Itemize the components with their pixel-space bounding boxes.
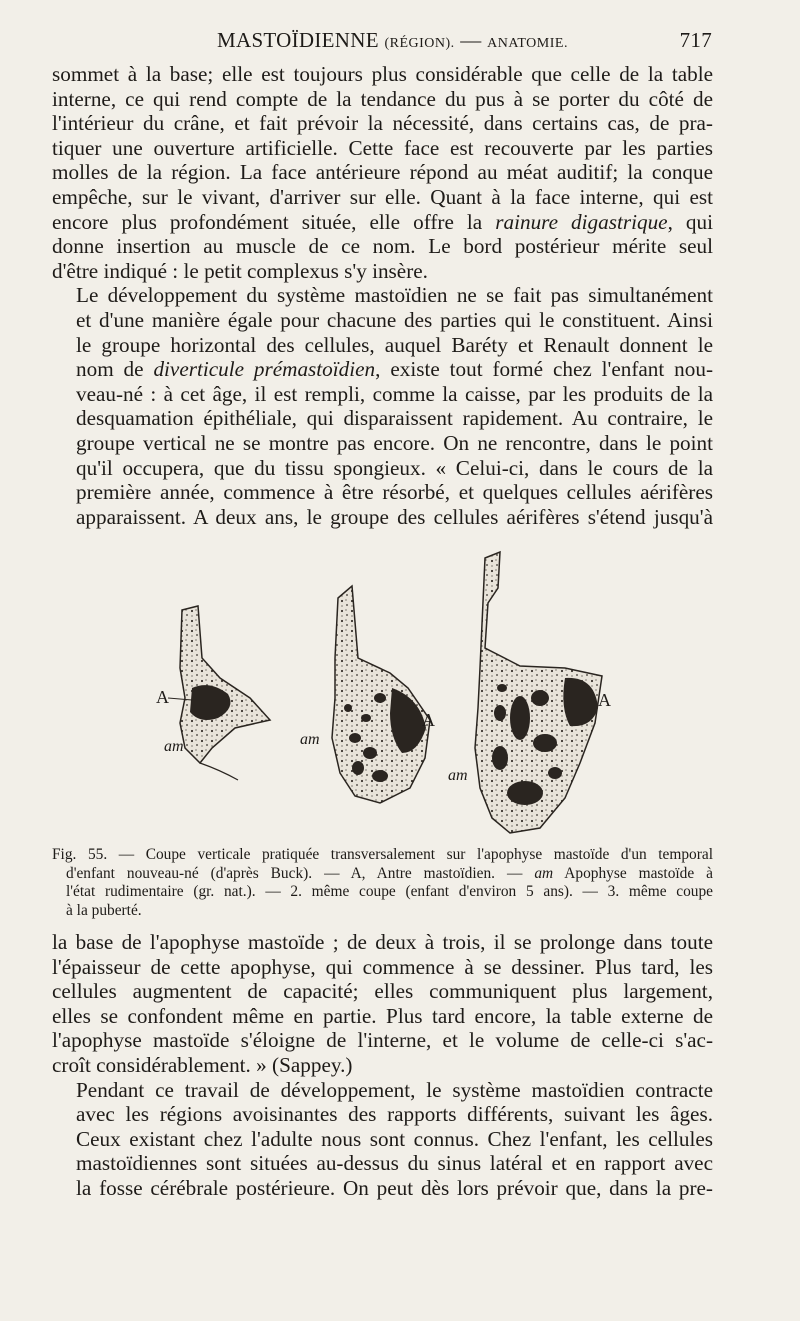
paragraph-2 bbox=[52, 283, 713, 529]
text-line: elles se confondent même en partie. Plus tard encore, la table externe de bbox=[52, 1003, 713, 1028]
caption-fragment: d'enfant nouveau-né (d'après Buck). — A, Antre mastoïdien. — bbox=[66, 864, 535, 882]
paragraph-3 bbox=[52, 930, 713, 1078]
figure-label-am: am bbox=[448, 767, 468, 784]
figure-caption bbox=[52, 846, 713, 920]
caption-italic: am bbox=[534, 864, 554, 882]
caption-line bbox=[52, 865, 713, 884]
text-line: l'épaisseur de cette apophyse, qui commence à se dessiner. Plus tard, les bbox=[52, 954, 713, 979]
text-line: empêche, sur le vivant, d'arriver sur elle. Quant à la face interne, qui est bbox=[52, 184, 713, 209]
text-line: interne, ce qui rend compte de la tendance du pus à se porter du côté de bbox=[52, 86, 713, 111]
italic-term: rainure digastrique bbox=[495, 209, 668, 234]
body-text-bottom bbox=[52, 930, 713, 1201]
page-number: 717 bbox=[679, 28, 712, 52]
figure-55-illustration bbox=[140, 548, 640, 840]
body-text-top bbox=[52, 62, 713, 529]
text-line: veau-né : à cet âge, il est rempli, comme la caisse, par les produits de la bbox=[76, 381, 713, 406]
text-line: croît considérablement. » (Sappey.) bbox=[52, 1052, 353, 1077]
caption-fragment: Apophyse mastoïde à bbox=[553, 864, 713, 882]
paragraph-4 bbox=[52, 1078, 713, 1201]
section-puberty bbox=[448, 552, 611, 833]
text-line: donne insertion au muscle de ce nom. Le bord postérieur mérite seul bbox=[52, 234, 713, 259]
text-line: tiquer une ouverture artificielle. Cette face est recouverte par les parties bbox=[52, 135, 713, 160]
header-title bbox=[217, 28, 568, 53]
text-line: cellules augmentent de capacité; elles communiquent plus largement, bbox=[52, 979, 713, 1004]
text-line: l'apophyse mastoïde s'éloigne de l'interne, et le volume de celle-ci s'ac- bbox=[52, 1028, 713, 1053]
running-header bbox=[52, 28, 710, 56]
figure-label-am: am bbox=[300, 731, 320, 748]
section-newborn bbox=[156, 606, 270, 780]
text-line: Ceux existant chez l'adulte nous sont connus. Chez l'enfant, les cellules bbox=[76, 1126, 713, 1151]
text-fragment: , qui bbox=[667, 209, 713, 234]
text-line: le groupe horizontal des cellules, auquel Baréty et Renault donnent le bbox=[76, 332, 713, 357]
header-region: (RÉGION). bbox=[384, 36, 455, 51]
text-line bbox=[52, 357, 713, 382]
text-line: Le développement du système mastoïdien ne se fait pas simultanément bbox=[76, 283, 713, 308]
text-line: la fosse cérébrale postérieure. On peut dès lors prévoir que, dans la pre- bbox=[76, 1175, 713, 1200]
text-line bbox=[52, 210, 713, 235]
text-line: molles de la région. La face antérieure répond au méat auditif; la conque bbox=[52, 160, 713, 185]
figure-label-am: am bbox=[164, 738, 184, 755]
text-line: groupe vertical ne se montre pas encore. On ne rencontre, dans le point bbox=[76, 430, 713, 455]
text-line: avec les régions avoisinantes des rapports différents, suivant les âges. bbox=[76, 1102, 713, 1127]
text-line: Pendant ce travail de développement, le système mastoïdien contracte bbox=[76, 1077, 713, 1102]
section-five-years bbox=[300, 586, 435, 803]
header-dash: — bbox=[460, 28, 482, 52]
text-line: apparaissent. A deux ans, le groupe des cellules aérifères s'étend jusqu'à bbox=[76, 504, 713, 529]
text-line: la base de l'apophyse mastoïde ; de deux à trois, il se prolonge dans toute bbox=[52, 930, 713, 954]
caption-line: Fig. 55. — Coupe verticale pratiquée transversalement sur l'apophyse mastoïde d'un temporal bbox=[52, 846, 713, 863]
italic-term: diverticule prémastoïdien bbox=[153, 357, 376, 382]
text-line: qu'il occupera, que du tissu spongieux. « Celui-ci, dans le cours de la bbox=[76, 455, 713, 480]
caption-line: l'état rudimentaire (gr. nat.). — 2. même coupe (enfant d'environ 5 ans). — 3. même coupe bbox=[66, 883, 713, 901]
text-line: d'être indiqué : le petit complexus s'y insère. bbox=[52, 258, 428, 283]
figure-label-A: A bbox=[598, 690, 611, 710]
text-fragment: , existe tout formé chez l'enfant nou- bbox=[375, 357, 713, 382]
text-fragment: nom de bbox=[76, 357, 154, 382]
figure-label-A: A bbox=[422, 710, 435, 730]
text-fragment: encore plus profondément située, elle offre la bbox=[52, 209, 496, 234]
caption-line: à la puberté. bbox=[66, 901, 142, 919]
text-line: et d'une manière égale pour chacune des parties qui le constituent. Ainsi bbox=[76, 307, 713, 332]
paragraph-1 bbox=[52, 62, 713, 283]
header-section: ANATOMIE. bbox=[487, 36, 568, 51]
text-line: desquamation épithéliale, qui disparaissent rapidement. Au contraire, le bbox=[76, 406, 713, 431]
text-line: l'intérieur du crâne, et fait prévoir la nécessité, dans certains cas, de pra- bbox=[52, 111, 713, 136]
text-line: sommet à la base; elle est toujours plus considérable que celle de la table bbox=[52, 62, 713, 86]
header-title-main: MASTOÏDIENNE bbox=[217, 28, 379, 52]
text-line: première année, commence à être résorbé, et quelques cellules aérifères bbox=[76, 480, 713, 505]
text-line: mastoïdiennes sont situées au-dessus du sinus latéral et en rapport avec bbox=[76, 1151, 713, 1176]
figure-label-A: A bbox=[156, 687, 169, 707]
